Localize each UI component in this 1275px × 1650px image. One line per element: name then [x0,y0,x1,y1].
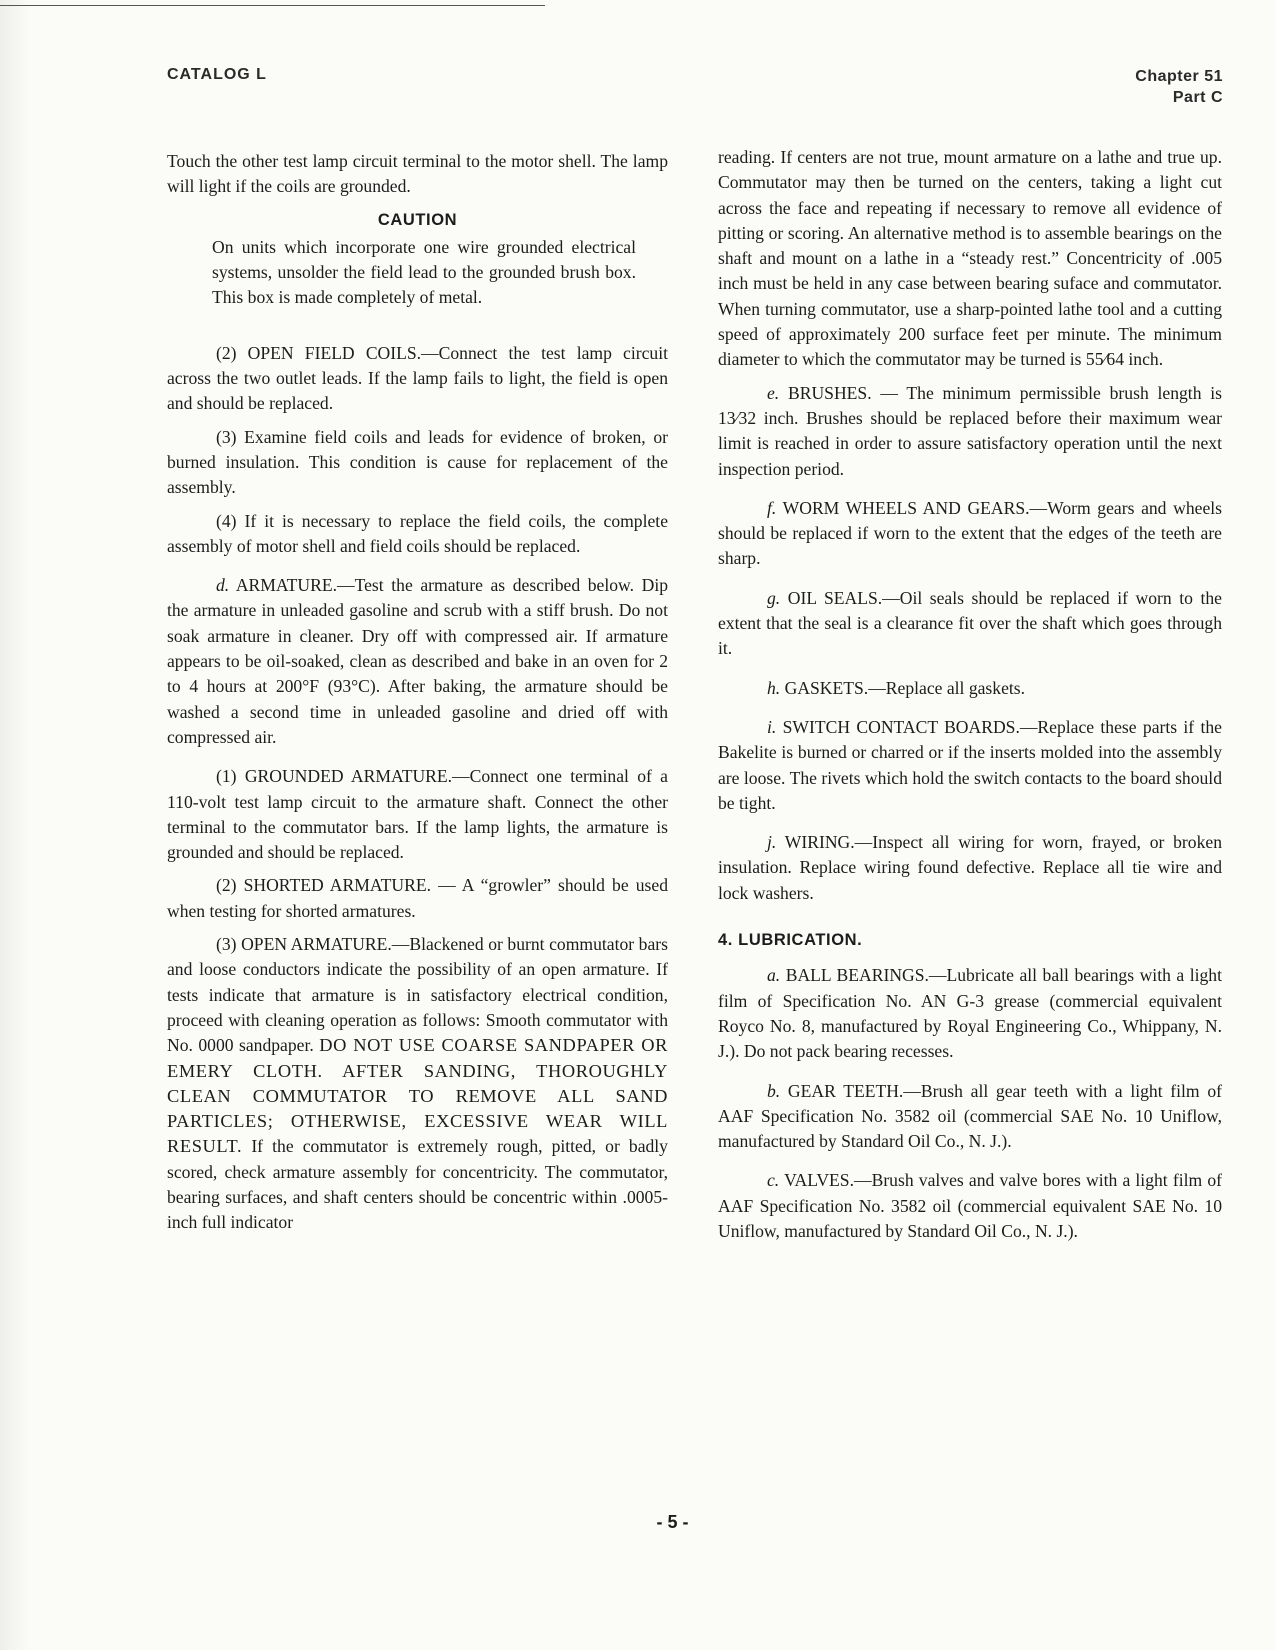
top-rule [0,5,545,6]
paragraph-open-armature [167,932,668,1236]
item-letter: e. [767,382,780,403]
paragraph-reading-continued: reading. If centers are not true, mount armature on a lathe and true up. Commutator may then be turned on the centers, taking a light cut across the face and repeating if necessary to remove all evidence of pitting or scoring. An alternative method is to assemble bearings on the shaft and mount on a lathe in a “steady rest.” Concentricity of .005 inch must be held in any case between bearing suface and commutator. When turning commutator, use a sharp-pointed lathe tool and a cutting speed of approximately 200 surface feet per minute. The minimum diameter to which the commutator may be turned is 55⁄64 inch. [718,147,1222,370]
paragraph-gaskets [718,676,1222,701]
catalog-header: CATALOG L [167,66,267,83]
item-letter: i. [767,716,777,737]
item-text: VALVES.—Brush valves and valve bores with a light film of AAF Specification No. 3582 oil (commercial equivalent SAE No. 10 Uniflow, manufactured by Standard Oil Co., N. J.). [718,1170,1222,1241]
paragraph-valves [718,1168,1222,1244]
right-column [718,145,1222,1252]
page-number: - 5 - [656,1512,689,1532]
paragraph-shorted-armature: (2) SHORTED ARMATURE. — A “growler” should be used when testing for shorted armatures. [167,875,668,921]
part-label: Part C [1172,89,1223,106]
paragraph-brushes [718,381,1222,482]
paragraph-switch-contact-boards [718,715,1222,816]
paragraph-gear-teeth [718,1079,1222,1155]
item-letter: a. [767,965,781,986]
open-armature-text-a: (3) OPEN ARMATURE.—Blackened or burnt commutator bars and loose conductors indicate the possibility of an open armature. If tests indicate that armature is in satisfactory electrical condition, proceed with cleaning operation as follows: Smooth commutator with No. 0000 sandpaper. [167,934,668,1056]
paragraph-wiring [718,830,1222,906]
chapter-label: Chapter 51 [1135,68,1223,85]
item-text: GEAR TEETH.—Brush all gear teeth with a light film of AAF Specification No. 3582 oil (commercial SAE No. 10 Uniflow, manufactured by Standard Oil Co., N. J.). [718,1080,1222,1152]
item-text: BRUSHES. — The minimum permissible brush length is 13⁄32 inch. Brushes should be replaced before their maximum wear limit is reached in order to assure satisfactory operation until the next inspection period. [718,382,1222,479]
item-letter: g. [767,587,781,608]
paragraph-armature [167,573,668,750]
item-text: ARMATURE.—Test the armature as described below. Dip the armature in unleaded gasoline and scrub with a stiff brush. Do not soak armature in cleaner. Dry off with compressed air. If armature appears to be oil-soaked, clean as described and bake in an oven for 2 to 4 hours at 200°F (93°C). After baking, the armature should be washed a second time in unleaded gasoline and dried off with compressed air. [167,575,668,747]
item-text: WORM WHEELS AND GEARS.—Worm gears and wheels should be replaced if worn to the extent that the edges of the teeth are sharp. [718,497,1222,569]
item-letter: c. [767,1170,780,1191]
chapter-header [1135,66,1223,108]
item-letter: j. [767,832,777,853]
page-number-wrap [0,1512,1275,1533]
item-text: WIRING.—Inspect all wiring for worn, frayed, or broken insulation. Replace wiring found defective. Replace all tie wire and lock washers. [718,832,1222,903]
open-armature-text-b: If the commutator is extremely rough, pitted, or badly scored, check armature assembly for concentricity. The commutator, bearing surfaces, and shaft centers should be concentric within .0005-inch full indicator [167,1136,668,1233]
paragraph-replace-field-coils: (4) If it is necessary to replace the field coils, the complete assembly of motor shell and field coils should be replaced. [167,510,668,556]
paragraph-oil-seals [718,586,1222,662]
paragraph-examine-field-coils: (3) Examine field coils and leads for evidence of broken, or burned insulation. This condition is cause for replacement of the assembly. [167,426,668,498]
caution-body: On units which incorporate one wire grounded electrical systems, unsolder the field lead to the grounded brush box. This box is made completely of metal. [212,236,636,308]
item-letter: d. [216,575,230,596]
paragraph-intro: Touch the other test lamp circuit terminal to the motor shell. The lamp will light if the coils are grounded. [167,151,668,197]
section-heading-lubrication: 4. LUBRICATION. [718,931,863,950]
caution-title: CAUTION [377,210,458,229]
item-text: BALL BEARINGS.—Lubricate all ball bearings with a light film of Specification No. AN G-3 grease (commercial equivalent Royco No. 8, manufactured by Royal Engineering Co., Whippany, N. J.). Do not pack bearing recesses. [718,965,1222,1062]
scan-edge-shadow [0,0,30,1650]
left-column [167,149,668,1244]
paragraph-grounded-armature: (1) GROUNDED ARMATURE.—Connect one terminal of a 110-volt test lamp circuit to the armature shaft. Connect the other terminal to the commutator bars. If the lamp lights, the armature is grounded and should be replaced. [167,766,668,863]
item-letter: b. [767,1080,781,1101]
item-letter: h. [767,677,781,698]
item-text: SWITCH CONTACT BOARDS.—Replace these parts if the Bakelite is burned or charred or if the inserts molded into the assembly are loose. The rivets which hold the switch contacts to the board should be tight. [718,716,1222,813]
paragraph-worm-wheels [718,496,1222,572]
paragraph-open-field-coils: (2) OPEN FIELD COILS.—Connect the test lamp circuit across the two outlet leads. If the lamp fails to light, the field is open and should be replaced. [167,342,668,414]
open-armature-warning-caps: DO NOT USE COARSE SANDPAPER OR EMERY CLOTH. AFTER SANDING, THOROUGHLY CLEAN COMMUTATOR TO REMOVE ALL SAND PARTICLES; OTHERWISE, EXCESSIVE WEAR WILL RESULT. [167,1035,668,1157]
item-letter: f. [767,497,777,518]
item-text: GASKETS.—Replace all gaskets. [784,677,1026,698]
paragraph-ball-bearings [718,963,1222,1064]
item-text: OIL SEALS.—Oil seals should be replaced if worn to the extent that the seal is a clearance fit over the shaft which goes through it. [718,587,1222,659]
